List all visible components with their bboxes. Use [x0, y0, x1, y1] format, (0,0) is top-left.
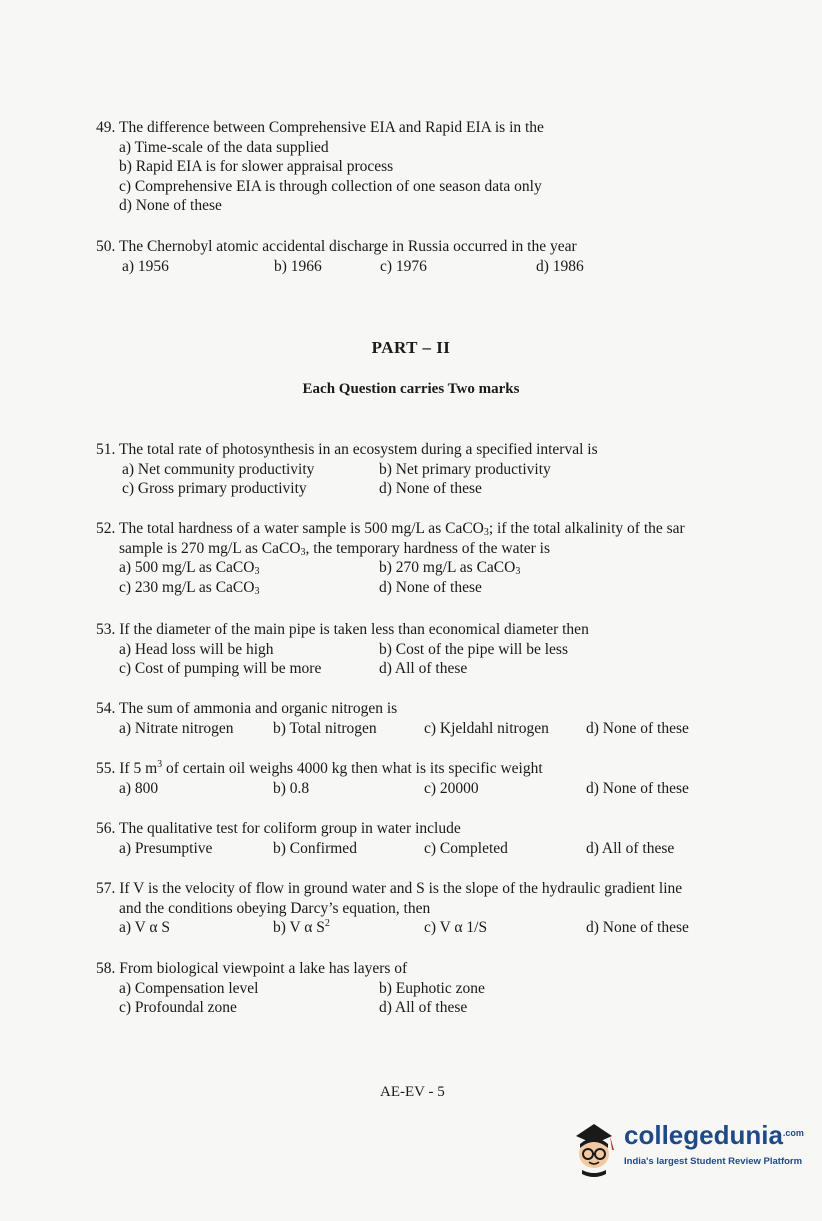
- option-d: d) All of these: [379, 660, 468, 677]
- option-a: a) Time-scale of the data supplied: [119, 138, 329, 156]
- option-d: d) None of these: [586, 919, 689, 936]
- mascot-icon: [566, 1116, 622, 1182]
- option-b: b) Net primary productivity: [379, 460, 551, 478]
- question-52: [96, 519, 685, 597]
- question-53: [96, 620, 589, 679]
- question-stem-continued: and the conditions obeying Darcy’s equation, then: [119, 899, 431, 917]
- option-d: d) None of these: [586, 719, 689, 737]
- option-c: c) Completed: [424, 839, 508, 857]
- question-stem: 49. The difference between Comprehensive EIA and Rapid EIA is in the: [96, 119, 544, 136]
- question-stem: 57. If V is the velocity of flow in ground water and S is the slope of the hydraulic gradient line: [96, 880, 683, 897]
- option-d: d) None of these: [119, 197, 222, 214]
- question-54: [96, 699, 689, 738]
- question-stem: 56. The qualitative test for coliform group in water include: [96, 820, 461, 837]
- brand-name: collegedunia$^{.com}$: [624, 1120, 804, 1150]
- option-c: c) 20000: [424, 779, 479, 797]
- option-c: c) 1976: [380, 257, 427, 275]
- collegedunia-logo: [566, 1116, 804, 1182]
- question-57: [96, 879, 689, 938]
- question-51: [96, 440, 598, 499]
- option-a: a) 500 mg/L as CaCO$_3$: [119, 559, 260, 577]
- question-49: [96, 118, 544, 216]
- option-a: a) 1956: [122, 257, 169, 275]
- question-stem-continued: sample is 270 mg/L as CaCO$_3$, the temporary hardness of the water is: [119, 539, 551, 558]
- question-stem: 52. The total hardness of a water sample is 500 mg/L as CaCO$_3$; if the total alkalinity of the sar: [96, 520, 685, 538]
- option-c: c) Gross primary productivity: [122, 480, 307, 497]
- question-stem: 54. The sum of ammonia and organic nitrogen is: [96, 700, 398, 717]
- part-subtitle: Each Question carries Two marks: [302, 381, 520, 397]
- option-d: d) None of these: [379, 578, 482, 596]
- question-56: [96, 819, 675, 858]
- question-stem: 50. The Chernobyl atomic accidental discharge in Russia occurred in the year: [96, 238, 577, 255]
- option-b: b) Confirmed: [273, 839, 357, 857]
- option-a: a) V α S: [119, 919, 171, 936]
- option-d: d) All of these: [586, 839, 675, 857]
- option-b: b) 0.8: [273, 779, 310, 797]
- option-d: d) 1986: [536, 257, 584, 275]
- question-stem: 51. The total rate of photosynthesis in an ecosystem during a specified interval is: [96, 441, 598, 458]
- option-c: c) 230 mg/L as CaCO$_3$: [119, 578, 260, 597]
- question-55: [96, 759, 689, 798]
- question-stem: 58. From biological viewpoint a lake has layers of: [96, 960, 408, 977]
- question-58: [96, 959, 485, 1018]
- brand-tagline: India's largest Student Review Platform: [624, 1156, 803, 1167]
- option-a: a) Nitrate nitrogen: [119, 719, 234, 737]
- option-a: a) Head loss will be high: [119, 640, 274, 658]
- option-c: c) Comprehensive EIA is through collection of one season data only: [119, 177, 542, 195]
- option-c: c) Kjeldahl nitrogen: [424, 719, 549, 737]
- option-a: a) Compensation level: [119, 979, 259, 997]
- option-b: b) Rapid EIA is for slower appraisal process: [119, 158, 394, 175]
- option-d: d) None of these: [379, 480, 482, 497]
- part-title: PART – II: [371, 338, 451, 357]
- option-d: d) All of these: [379, 999, 468, 1016]
- page-footer: AE-EV - 5: [380, 1084, 445, 1100]
- option-d: d) None of these: [586, 779, 689, 797]
- option-c: c) V α 1/S: [424, 919, 488, 936]
- option-a: a) 800: [119, 779, 159, 797]
- option-c: c) Profoundal zone: [119, 999, 237, 1016]
- option-c: c) Cost of pumping will be more: [119, 660, 322, 677]
- option-b: b) 270 mg/L as CaCO$_3$: [379, 559, 521, 577]
- option-b: b) 1966: [274, 257, 322, 275]
- option-b: b) Cost of the pipe will be less: [379, 640, 568, 658]
- option-b: b) Total nitrogen: [273, 719, 377, 737]
- option-a: a) Net community productivity: [122, 460, 315, 478]
- question-stem: 53. If the diameter of the main pipe is taken less than economical diameter then: [96, 621, 589, 638]
- option-a: a) Presumptive: [119, 839, 213, 857]
- question-50: [96, 237, 584, 276]
- question-stem: 55. If 5 $m^3$ of certain oil weighs 4000 kg then what is its specific weight: [96, 759, 543, 777]
- option-b: b) Euphotic zone: [379, 979, 485, 997]
- option-b: b) V α $S^2$: [273, 918, 330, 936]
